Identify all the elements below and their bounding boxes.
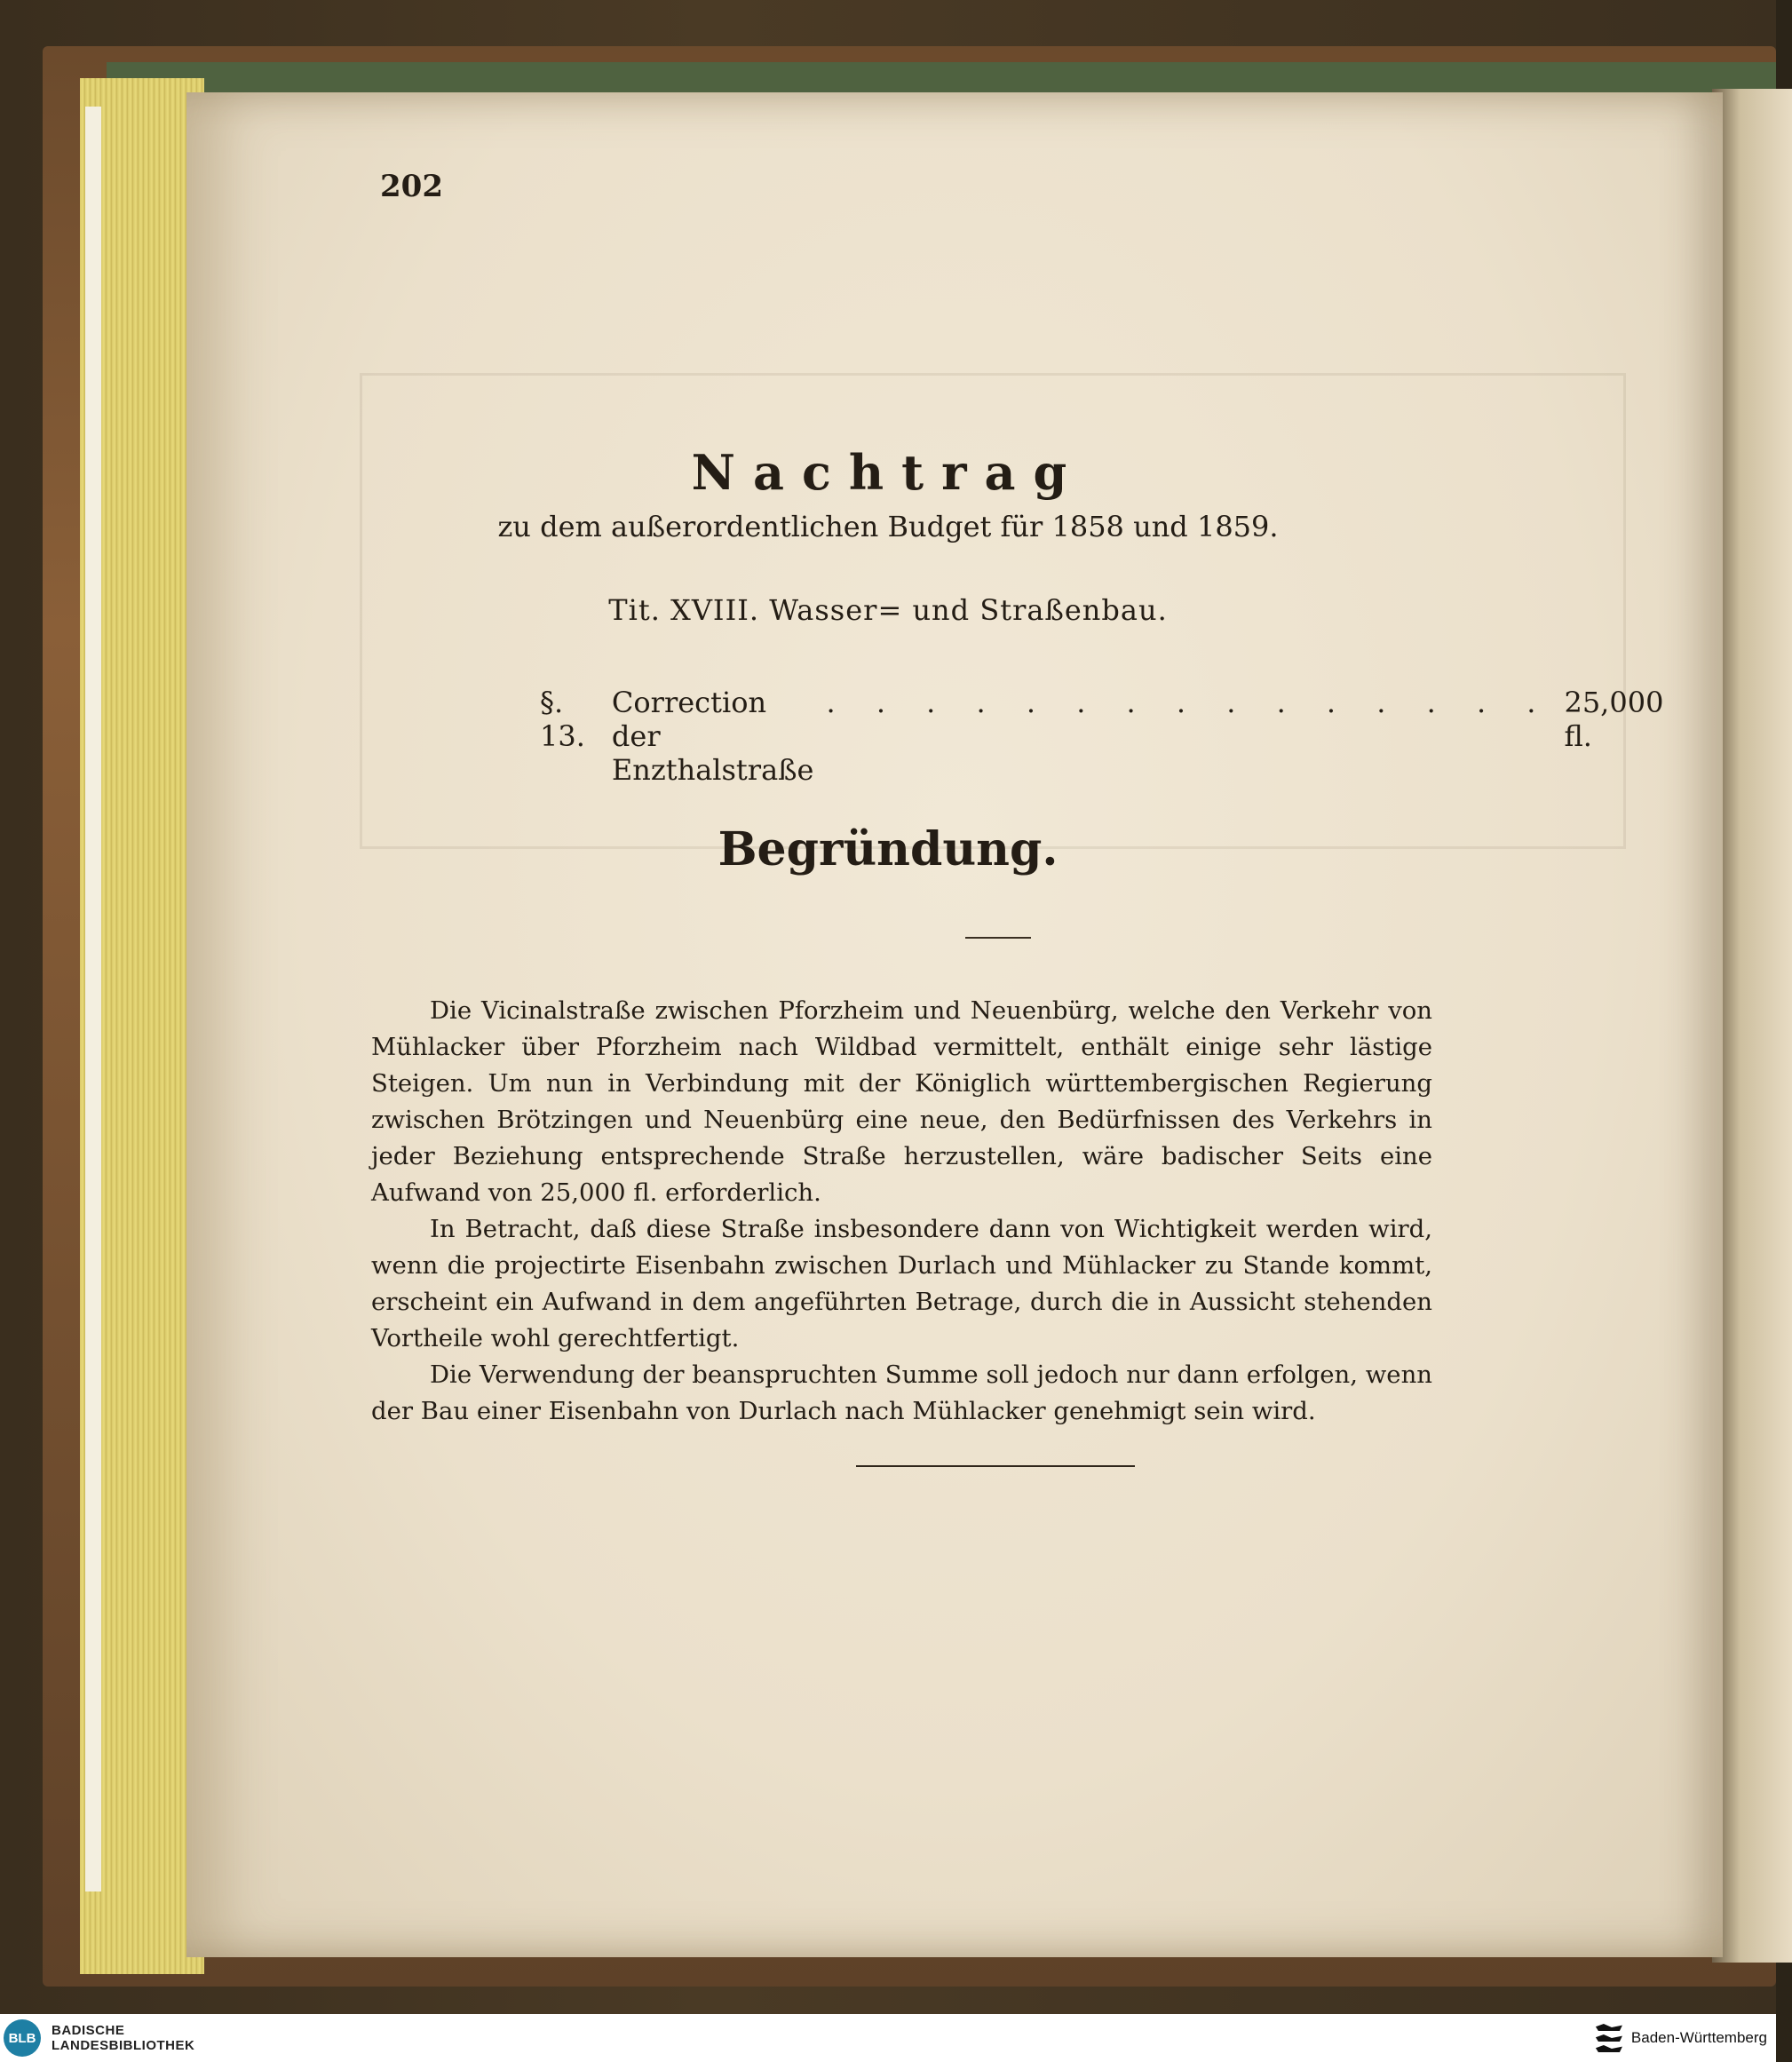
page-subtitle: zu dem außerordentlichen Budget für 1858 und 1859. [497,510,1279,543]
blb-line1: BADISCHE [52,2023,125,2038]
budget-item [540,686,1664,787]
blb-line2: LANDESBIBLIOTHEK [52,2038,195,2053]
bw-logo-link[interactable] [1596,2022,1767,2054]
item-dots: . . . . . . . . . . . . . . . [826,686,1552,719]
section-heading: Begründung. [718,822,1059,876]
blb-name [52,2023,194,2053]
page-title: Nachtrag [691,444,1085,501]
paragraph: Die Verwendung der beanspruchten Summe soll jedoch nur dann erfolgen, wenn der Bau einer Eisenbahn von Durlach nach Mühlacker genehmigt sein wird. [371,1360,1432,1425]
page-strip [85,107,101,1891]
footer-bar [0,2014,1776,2062]
paragraph: Die Vicinalstraße zwischen Pforzheim und Neuenbürg, welche den Verkehr von Mühlacker über Pforzheim nach Wildbad vermittelt, enthält einige sehr lästige Steigen. Um nun in Verbindung mit der Königlich württembergischen Regierung zwischen Brötzingen und Neuenbürg eine neue, den Bedürfnissen des Verkehrs in jeder Beziehung entsprechende Straße herzustellen, wäre badischer Seits eine Aufwand von 25,000 fl. erforderlich. [371,996,1432,1207]
item-label: Correction der Enzthalstraße [611,686,814,787]
bw-text: Baden-Württemberg [1630,2029,1767,2046]
divider-long [856,1465,1135,1467]
page-number: 202 [380,169,443,204]
item-amount: 25,000 fl. [1564,686,1664,753]
divider-short [965,937,1031,939]
paragraph: In Betracht, daß diese Straße insbesondere dann von Wichtigkeit werden wird, wenn die projectirte Eisenbahn zwischen Durlach und Mühlacker zu Stande kommt, erscheint ein Aufwand in dem angeführten Betrage, durch die in Aussicht stehenden Vortheile wohl gerechtfertigt. [371,1215,1432,1352]
lions-icon [1596,2022,1622,2054]
facing-page-edge [1712,89,1792,1963]
blb-logo-icon: BLB [4,2019,41,2057]
item-paragraph: §. 13. [540,686,585,753]
blb-logo-link[interactable] [4,2019,194,2057]
section-title: Tit. XVIII. Wasser= und Straßenbau. [608,593,1168,627]
body-text [371,993,1432,1430]
